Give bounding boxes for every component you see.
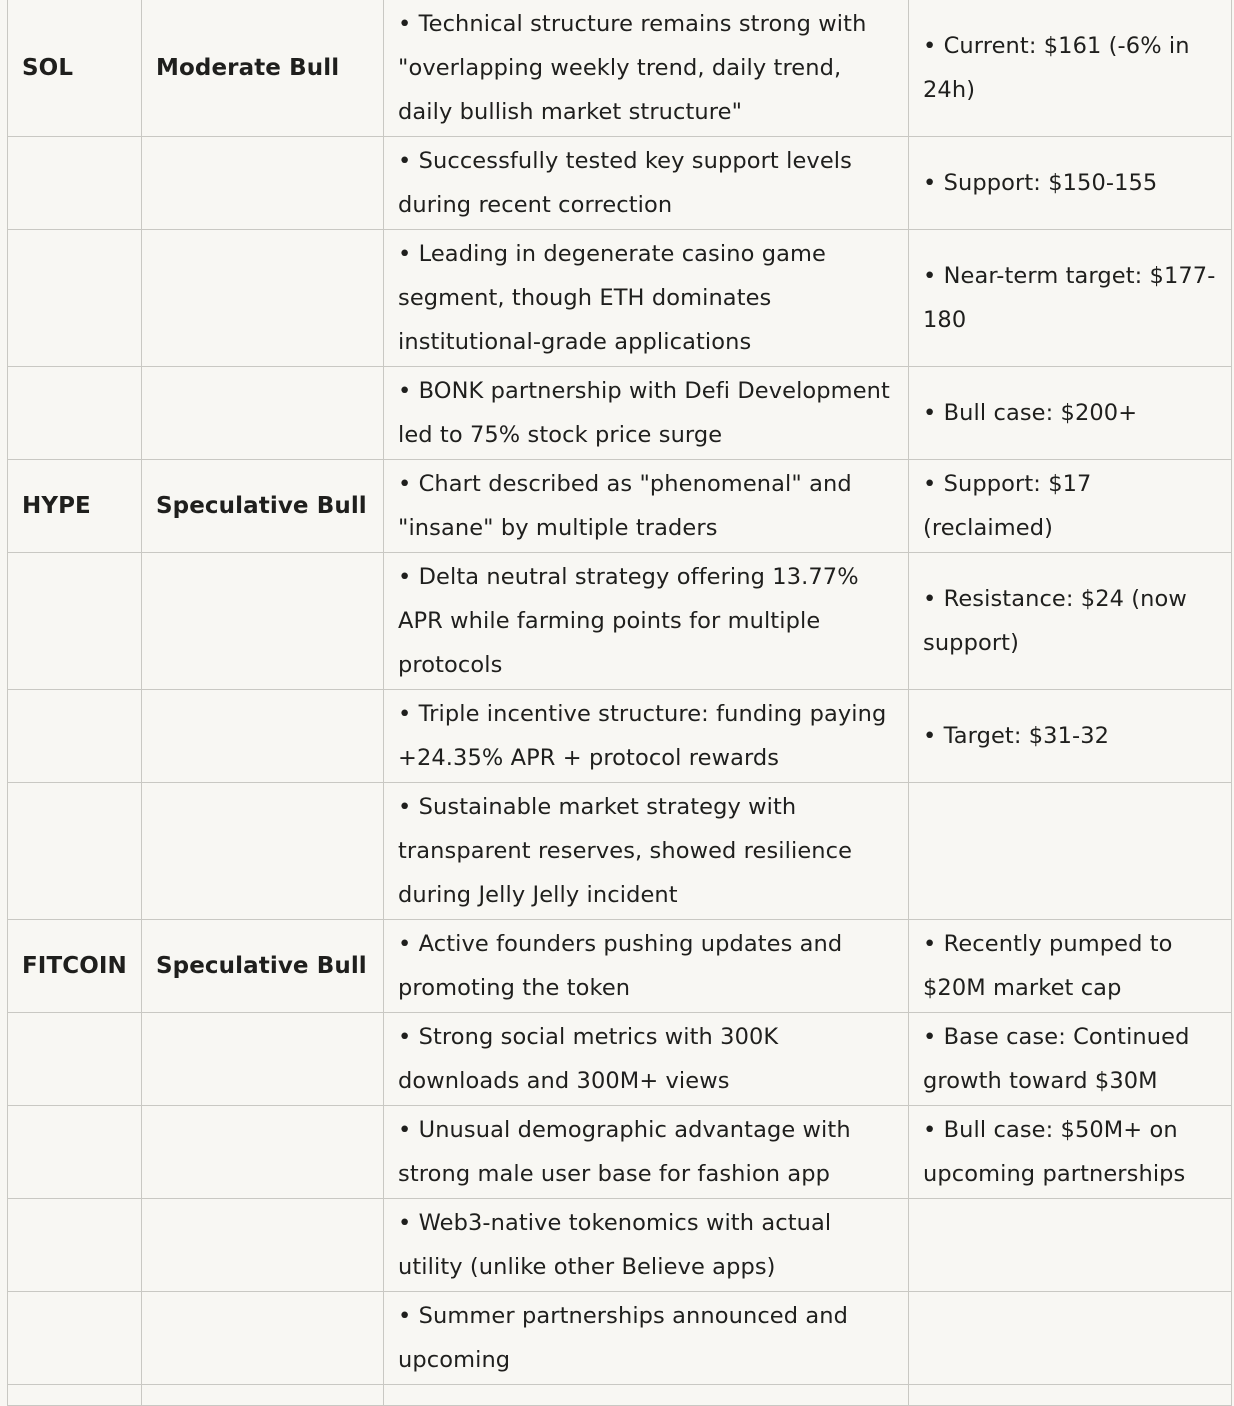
levels-cell: • Resistance: $24 (now support) [909,553,1232,690]
levels-cell [909,1199,1232,1292]
symbol-cell: HYPE [8,460,142,553]
table-row [8,1292,1232,1385]
table-row [8,0,1232,137]
detail-cell: • Sustainable market strategy with transparent reserves, showed resilience during Jelly Jelly incident [384,783,909,920]
levels-cell: • Target: $31-32 [909,690,1232,783]
sentiment-cell [142,690,384,783]
table-row [8,1106,1232,1199]
sentiment-cell: Speculative Bull [142,460,384,553]
table-row [8,553,1232,690]
symbol-cell [8,1106,142,1199]
table-row [8,783,1232,920]
table-row [8,460,1232,553]
detail-cell: • Active founders pushing updates and promoting the token [384,920,909,1013]
table-row [8,1013,1232,1106]
sentiment-cell [142,230,384,367]
table-row [8,1199,1232,1292]
symbol-cell [8,783,142,920]
detail-cell: • Summer partnerships announced and upcoming [384,1292,909,1385]
levels-cell: • Support: $17 (reclaimed) [909,460,1232,553]
levels-cell: • Bull case: $200+ [909,367,1232,460]
detail-cell: • Triple incentive structure: funding paying +24.35% APR + protocol rewards [384,690,909,783]
sentiment-cell [142,783,384,920]
symbol-cell [8,230,142,367]
symbol-cell: FITCOIN [8,920,142,1013]
table-row [8,920,1232,1013]
detail-cell: • Chart described as "phenomenal" and "insane" by multiple traders [384,460,909,553]
sentiment-cell [142,1292,384,1385]
sentiment-cell [142,553,384,690]
detail-cell: • BONK partnership with Defi Development led to 75% stock price surge [384,367,909,460]
sentiment-cell [142,137,384,230]
sentiment-cell: Speculative Bull [142,920,384,1013]
empty-cell [142,1385,384,1406]
levels-cell: • Recently pumped to $20M market cap [909,920,1232,1013]
table-row [8,367,1232,460]
table-row [8,690,1232,783]
detail-cell: • Strong social metrics with 300K downloads and 300M+ views [384,1013,909,1106]
sentiment-cell [142,367,384,460]
outlook-table [7,0,1232,1406]
levels-cell: • Near-term target: $177-180 [909,230,1232,367]
levels-cell: • Base case: Continued growth toward $30M [909,1013,1232,1106]
detail-cell: • Delta neutral strategy offering 13.77% APR while farming points for multiple protocols [384,553,909,690]
table-row [8,137,1232,230]
levels-cell [909,783,1232,920]
symbol-cell: SOL [8,0,142,137]
detail-cell: • Successfully tested key support levels during recent correction [384,137,909,230]
levels-cell: • Current: $161 (-6% in 24h) [909,0,1232,137]
table-row-partial [8,1385,1232,1406]
table-body [8,0,1232,1406]
table-row [8,230,1232,367]
symbol-cell [8,553,142,690]
levels-cell [909,1292,1232,1385]
symbol-cell [8,690,142,783]
sentiment-cell: Moderate Bull [142,0,384,137]
levels-cell: • Bull case: $50M+ on upcoming partnerships [909,1106,1232,1199]
symbol-cell [8,1199,142,1292]
symbol-cell [8,137,142,230]
detail-cell: • Unusual demographic advantage with strong male user base for fashion app [384,1106,909,1199]
detail-cell: • Web3-native tokenomics with actual utility (unlike other Believe apps) [384,1199,909,1292]
sentiment-cell [142,1199,384,1292]
symbol-cell [8,1013,142,1106]
detail-cell: • Technical structure remains strong with "overlapping weekly trend, daily trend, daily bullish market structure" [384,0,909,137]
empty-cell [909,1385,1232,1406]
outlook-table-container [7,0,1231,1406]
levels-cell: • Support: $150-155 [909,137,1232,230]
detail-cell: • Leading in degenerate casino game segment, though ETH dominates institutional-grade applications [384,230,909,367]
sentiment-cell [142,1106,384,1199]
symbol-cell [8,1292,142,1385]
symbol-cell [8,367,142,460]
empty-cell [8,1385,142,1406]
sentiment-cell [142,1013,384,1106]
empty-cell [384,1385,909,1406]
